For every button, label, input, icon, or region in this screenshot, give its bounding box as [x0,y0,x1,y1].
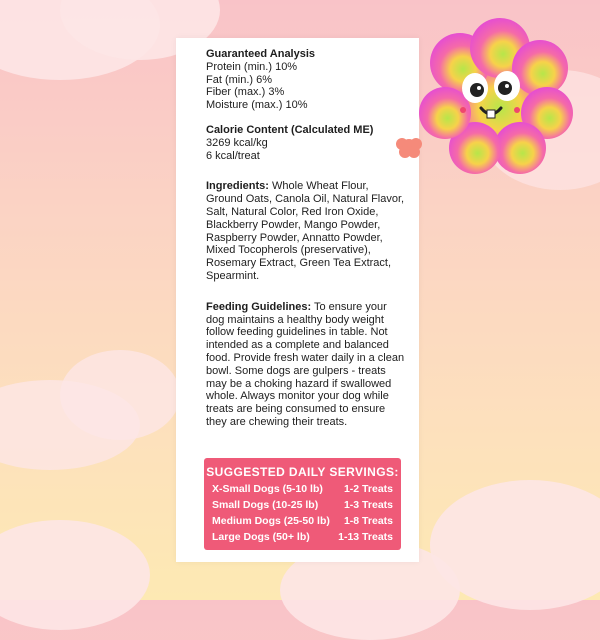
treat-amount: 1-3 Treats [343,499,393,511]
feeding-heading: Feeding Guidelines: [206,300,312,313]
nutrition-panel [176,38,419,562]
servings-row [204,499,401,511]
calorie-line: 6 kcal/treat [206,149,260,162]
analysis-line: Protein (min.) 10% [206,60,298,73]
treat-amount: 1-2 Treats [343,483,393,495]
guaranteed-analysis [206,48,406,112]
calorie-heading: Calorie Content (Calculated ME) [206,123,374,136]
bg-cloud [60,350,180,440]
servings-row [204,483,401,495]
feeding-guidelines [206,301,406,429]
ingredients-heading: Ingredients: [206,180,269,193]
suggested-servings-box [204,458,401,550]
cloud-mascot-icon [415,18,575,178]
ingredients [206,180,406,282]
dog-size: X-Small Dogs (5-10 lb) [212,483,323,495]
treat-amount: 1-13 Treats [338,531,393,543]
dog-size: Small Dogs (10-25 lb) [212,499,319,511]
analysis-line: Fat (min.) 6% [206,73,273,86]
ingredients-text: Whole Wheat Flour, Ground Oats, Canola Oil, Natural Flavor, Salt, Natural Color, Red Iron Oxide, Blackberry Powder, Mango Powder, Raspberry Powder, Annatto Powder, Mixed Tocopherols (preservative), Rosemary Extract, Green Tea Extract, Spearmint. [206,180,405,282]
dog-size: Large Dogs (50+ lb) [212,531,310,543]
treat-amount: 1-8 Treats [343,515,393,527]
analysis-line: Fiber (max.) 3% [206,86,285,99]
panel-content [206,48,406,441]
feeding-text: To ensure your dog maintains a healthy body weight follow feeding guidelines in table. Not intended as a complete and balanced food. Provide fresh water daily in a clean bowl. Some dogs are gulpers - treats may be a choking hazard if swallowed whole. Always monitor your dog while treats are being consumed to ensure they are chewing their treats. [206,300,405,428]
servings-row [204,531,401,543]
small-cloud-icon [392,132,426,162]
calorie-line: 3269 kcal/kg [206,136,268,149]
calorie-content [206,124,406,162]
dog-size: Medium Dogs (25-50 lb) [212,515,330,527]
servings-title: SUGGESTED DAILY SERVINGS: [206,465,399,479]
analysis-line: Moisture (max.) 10% [206,99,308,112]
analysis-heading: Guaranteed Analysis [206,48,316,60]
servings-row [204,515,401,527]
bg-cloud [0,520,150,630]
